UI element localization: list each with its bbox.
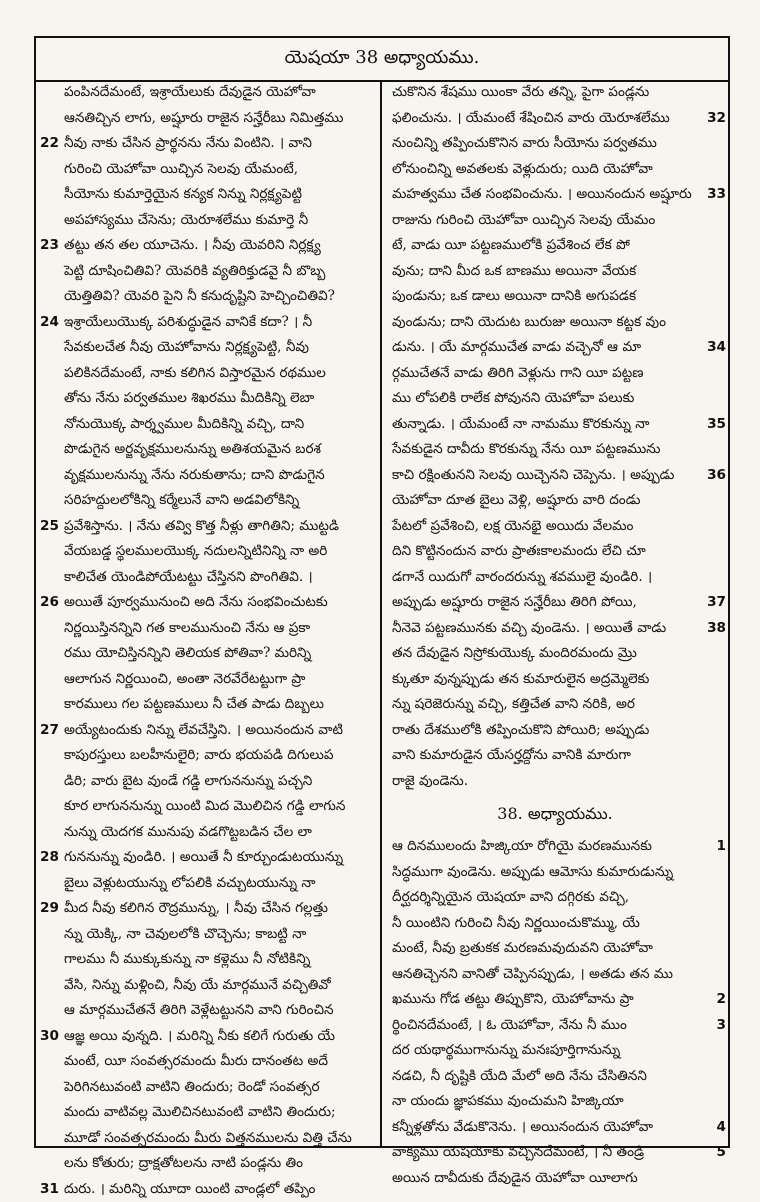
line-text: మందు వాటివల్ల మొలిచినటువంటి వాటిని తిందురు; [64, 1104, 336, 1120]
text-line [36, 616, 380, 642]
line-text: కన్నీళ్లతోను వేడుకొనెను. । అయినందున యెహోవా [392, 1119, 653, 1135]
line-text: మంటే, యీ సంవత్సరమందు మీరు దానంతట అదే [64, 1053, 328, 1069]
verse-number: 23 [40, 233, 59, 259]
two-column-body [36, 80, 728, 1146]
text-line [382, 514, 728, 540]
verse-number: 38 [707, 616, 726, 642]
text-line [36, 769, 380, 795]
line-text: ఆ మార్గముచేతనే తిరిగి వెళ్లేటట్టునని వాని గురించిన [64, 1002, 334, 1018]
verse-number: 25 [40, 514, 59, 540]
verse-number: 5 [717, 1140, 726, 1166]
line-text: తున్నాడు. । యేమంటే నా నామము కొరకున్ను నా [392, 416, 649, 432]
line-text: తట్టు తన తల యూచెను. । నీవు యెవరిని నిర్లక్ష్య [64, 237, 321, 253]
line-text: డిరి; వారు బైట వుండే గడ్డి లాగుననున్ను పచ్చని [64, 773, 312, 789]
text-line [382, 962, 728, 988]
text-line [382, 885, 728, 911]
text-line [382, 310, 728, 336]
text-line [382, 157, 728, 183]
text-line [382, 590, 728, 616]
text-line [36, 590, 380, 616]
line-text: లను కోతురు; ద్రాక్షతోటలను నాటి పండ్లను తిం [64, 1155, 303, 1171]
line-text: తన దేవుడైన నిస్రోకుయొక్క మందిరమందు మ్రొ [392, 645, 637, 661]
line-text: కాలిచేత యెండిపోయేటట్టు చేస్తినని పొంగితివి. । [64, 569, 313, 585]
line-text: దీర్ఘదర్శిన్నియైన యెషయా వాని దగ్గిరకు వచ్చి, [392, 889, 629, 905]
line-text: మంటే, నీవు బ్రతుకక మరణమవుదువని యెహోవా [392, 940, 653, 956]
text-line [36, 284, 380, 310]
line-text: ర్థించినదేమంటే, । ఓ యెహోవా, నేను నీ ముం [392, 1017, 627, 1033]
line-text: అప్పుడు అష్షూరు రాజైన సన్హేరీబు తిరిగి పోయి, [392, 594, 637, 610]
line-text: క్కుతూ వున్నప్పుడు తన కుమారులైన అద్రమ్మెలెకు [392, 671, 649, 687]
line-text: రాతు దేశములోకి తప్పించుకొని పోయిరి; అప్పుడు [392, 722, 649, 738]
text-line [36, 998, 380, 1024]
verse-number: 1 [717, 834, 726, 860]
text-line [382, 1089, 728, 1115]
line-text: దర యథార్థముగానున్ను మనఃపూర్తిగానున్ను [392, 1042, 620, 1058]
left-column [36, 80, 382, 1146]
line-text: నున్ను యెదగక మునుపు వడగొట్టబడిన చేల లా [64, 824, 312, 840]
text-line [382, 667, 728, 693]
text-line [36, 361, 380, 387]
right-column [382, 80, 728, 1146]
line-text: కారములు గల పట్టణములు నీ చేత పాడు దిబ్బలు [64, 696, 324, 712]
line-text: ఆనతిచ్చిన లాగు, అష్షూరు రాజైన సన్హేరీబు నిమిత్తము [64, 110, 343, 126]
text-line [382, 860, 728, 886]
line-text: లోనుంచిన్ని అవతలకు వెళ్లుదురు; యిది యెహోవా [392, 161, 653, 177]
text-line [382, 616, 728, 642]
verse-number: 30 [40, 1024, 59, 1050]
line-text: నిర్ణయిస్తినన్నిని గత కాలమునుంచి నేను ఆ ప్రకా [64, 620, 310, 636]
line-text: వేయబడ్డ స్థలములయొక్క నదులన్నిటినిన్ని నా అరి [64, 543, 327, 559]
line-text: అయ్యేటందుకు నిన్ను లేవచేస్తిని. । అయినందున వాటి [64, 722, 343, 738]
line-text: అయితే పూర్వమునుంచి అది నేను సంభవించుటకు [64, 594, 328, 610]
text-line [382, 692, 728, 718]
line-text: నుంచిన్ని తప్పించుకొనిన వారు సీయోను పర్వతము [392, 135, 657, 151]
text-line [36, 1177, 380, 1202]
text-line [382, 463, 728, 489]
text-line [36, 514, 380, 540]
text-line [36, 667, 380, 693]
line-text: సేవకులచేత నీవు యెహోవాను నిర్లక్ష్యపెట్టి, నీవు [64, 339, 309, 355]
line-text: మూడో సంవత్సరమందు మీరు విత్తనములను విత్తి చేను [64, 1130, 352, 1146]
text-line [36, 386, 380, 412]
line-text: డగానే యిదుగో వారందరున్ను శవములై వుండిరి. । [392, 569, 652, 585]
text-line [382, 437, 728, 463]
text-line [382, 718, 728, 744]
verse-number: 26 [40, 590, 59, 616]
text-line [36, 233, 380, 259]
text-line [36, 539, 380, 565]
text-line [36, 896, 380, 922]
text-line [382, 936, 728, 962]
text-line [36, 845, 380, 871]
text-line [36, 743, 380, 769]
text-line [36, 1151, 380, 1177]
text-line [36, 437, 380, 463]
line-text: పెట్టి దూషించితివి? యెవరికి వ్యతిరిక్తుడవై నీ బొబ్బ [64, 263, 325, 279]
text-line [36, 1049, 380, 1075]
text-line [36, 1100, 380, 1126]
line-text: నీనెవె పట్టణమునకు వచ్చి వుండెను. । అయితే వాడు [392, 620, 666, 636]
line-text: యెత్తితివి? యెవరి పైని నీ కనుదృష్టిని హెచ్చించితివి? [64, 288, 335, 304]
verse-number: 4 [717, 1115, 726, 1141]
page-frame [34, 36, 730, 1148]
text-line [382, 539, 728, 565]
line-text: యెహోవా దూత బైలు వెళ్లి, అష్షూరు వారి దండు [392, 492, 640, 508]
line-text: వృక్షములనున్ను నేను నరుకుతాను; దాని పొడుగైన [64, 467, 325, 483]
verse-number: 29 [40, 896, 59, 922]
line-text: ఆ దినములందు హిజ్కియా రోగియై మరణమునకు [392, 838, 652, 854]
text-line [36, 1024, 380, 1050]
line-text: నడచి, నీ దృష్టికి యేది మేలో అది నేను చేసితినని [392, 1068, 647, 1084]
text-line [36, 871, 380, 897]
text-line [382, 259, 728, 285]
text-line [36, 794, 380, 820]
line-text: తోను నేను పర్వతముల శిఖరము మీదికిన్ని లెబా [64, 390, 314, 406]
text-line [36, 335, 380, 361]
line-text: సీయోను కుమార్తెయైన కన్యక నిన్ను నిర్లక్ష్యపెట్టి [64, 186, 302, 202]
line-text: పలికినదేమంటే, నాకు కలిగిన విస్తారమైన రథముల [64, 365, 326, 381]
text-line [382, 106, 728, 132]
line-text: టే, వాడు యీ పట్టణములోకి ప్రవేశించ లేక పో [392, 237, 630, 253]
line-text: సేవకుడైన దావీదు కొరకున్ను నేను యీ పట్టణమును [392, 441, 660, 457]
line-text: అయిన దావీదుకు దేవుడైన యెహోవా యీలాగు [392, 1170, 638, 1186]
text-line [382, 834, 728, 860]
line-text: సిద్ధముగా వుండెను. అప్పుడు ఆమోసు కుమారుడున్ను [392, 864, 673, 880]
verse-number: 22 [40, 131, 59, 157]
line-text: రాజై వుండెను. [392, 773, 468, 789]
text-line [36, 259, 380, 285]
line-text: నీవు నాకు చేసిన ప్రార్థనను నేను వింటిని. । వాని [64, 135, 312, 151]
text-line [382, 911, 728, 937]
line-text: గుననున్ను వుండిరి. । అయితే నీ కూర్చుండుటయున్ను [64, 849, 343, 865]
text-line [36, 131, 380, 157]
text-line [36, 947, 380, 973]
line-text: న్ను యెక్కి, నా చెవులలోకి చొచ్చెను; కాబట్టి నా [64, 926, 306, 942]
line-text: ఖమును గోడ తట్టు తిప్పుకొని, యెహోవాను ప్రా [392, 991, 634, 1007]
text-line [382, 488, 728, 514]
text-line [382, 131, 728, 157]
verse-number: 2 [717, 987, 726, 1013]
text-line [36, 718, 380, 744]
line-text: కాచి రక్షింతునని సెలవు యిచ్చెనని చెప్పెను. । అప్పుడు [392, 467, 674, 483]
text-line [382, 361, 728, 387]
line-text: దురు. । మరిన్ని యూదా యింటి వాండ్లలో తప్పిం [64, 1181, 315, 1197]
line-text: వేసి, నిన్ను మళ్లించి, నీవు యే మార్గమునే వచ్చితివో [64, 977, 331, 993]
verse-number: 28 [40, 845, 59, 871]
text-line [36, 106, 380, 132]
verse-number: 24 [40, 310, 59, 336]
text-line [382, 335, 728, 361]
text-line [36, 565, 380, 591]
text-line [382, 1038, 728, 1064]
text-line [36, 1126, 380, 1152]
text-line [382, 208, 728, 234]
verse-number: 35 [707, 412, 726, 438]
line-text: నోనుయొక్క పార్శ్వముల మీదికిన్ని వచ్చి, దాని [64, 416, 304, 432]
line-text: గాలము నీ ముక్కుకున్ను నా కళ్లెము నీ నోటికిన్ని [64, 951, 310, 967]
line-text: పొడుగైన అర్జవృక్షములనున్ను అతిశయమైన బరశ [64, 441, 321, 457]
line-text: ఆజ్ఞ అయి వున్నది. । మరిన్ని నీకు కలిగే గురుతు యే [64, 1028, 335, 1044]
line-text: వాని కుమారుడైన యేసర్హద్దోను వానికి మారుగా [392, 747, 631, 763]
line-text: చుకొనిన శేషము యింకా వేరు తన్ని, పైగా పండ్లను [392, 84, 649, 100]
line-text: డును. । యే మార్గముచేత వాడు వచ్చెనో ఆ మా [392, 339, 641, 355]
chapter-heading: 38. అధ్యాయము. [382, 794, 728, 834]
text-line [382, 1013, 728, 1039]
text-line [36, 488, 380, 514]
text-line [382, 1115, 728, 1141]
text-line [36, 922, 380, 948]
text-line [36, 820, 380, 846]
text-line [36, 1075, 380, 1101]
line-text: ఫలించును. । యేమంటే శేషించిన వారు యెరూశలేము [392, 110, 670, 126]
line-text: ఆలాగున నిర్ణయించి, అంతా నెరవేరేటట్టుగా ప్రా [64, 671, 305, 687]
text-line [36, 208, 380, 234]
line-text: నీ యింటిని గురించి నీవు నిర్ణయించుకొమ్ము, యే [392, 915, 640, 931]
text-line [36, 157, 380, 183]
text-line [36, 182, 380, 208]
line-text: వాక్యము యెషయాకు వచ్చినదేమంటే, । నీ తండ్రి [392, 1144, 644, 1160]
line-text: మహత్వము చేత సంభవించును. । అయినందున అష్షూరు [392, 186, 692, 202]
text-line [382, 987, 728, 1013]
text-line [382, 412, 728, 438]
line-text: గురించి యెహోవా యిచ్చిన సెలవు యేమంటే, [64, 161, 298, 177]
text-line [382, 641, 728, 667]
line-text: న్ను షరెజెరున్ను వచ్చి, కత్తిచేత వాని నరికి, అర [392, 696, 635, 712]
text-line [36, 641, 380, 667]
line-text: పంపినదేమంటే, ఇశ్రాయేలుకు దేవుడైన యెహోవా [64, 84, 316, 100]
line-text: సరిహద్దులలోకిన్ని కర్మేలునే వాని అడవిలోకిన్ని [64, 492, 299, 508]
line-text: వును; దాని మీద ఒక బాణము అయినా వేయక [392, 263, 636, 279]
line-text: కూర లాగుననున్ను యింటి మిద మొలిచిన గడ్డి లాగున [64, 798, 345, 814]
line-text: ప్రవేశిస్తాను. । నేను తవ్వి కొత్త నీళ్లు తాగితిని; ముట్టడి [64, 518, 339, 534]
line-text: పుండును; ఒక డాలు అయినా దానికి అగుపడక [392, 288, 636, 304]
text-line [36, 463, 380, 489]
verse-number: 36 [707, 463, 726, 489]
text-line [382, 284, 728, 310]
line-text: వుండును; దాని యెదుట బురుజు అయినా కట్టక వుం [392, 314, 666, 330]
text-line [382, 743, 728, 769]
text-line [382, 182, 728, 208]
text-line [382, 80, 728, 106]
verse-number: 37 [707, 590, 726, 616]
text-line [36, 692, 380, 718]
text-line [382, 1064, 728, 1090]
line-text: ఆనతిచ్చెనని వానితో చెప్పినప్పుడు, । అతడు తన ము [392, 966, 673, 982]
verse-number: 34 [707, 335, 726, 361]
verse-number: 27 [40, 718, 59, 744]
line-text: కాపురస్తులు బలహీనులైరి; వారు భయపడి దిగులుప [64, 747, 334, 763]
text-line [36, 973, 380, 999]
line-text: రాజును గురించి యెహోవా యిచ్చిన సెలవు యేమం [392, 212, 655, 228]
line-text: నా యందు జ్ఞాపకము వుంచుమని హిజ్కియా [392, 1093, 624, 1109]
line-text: ము లోపలికి రాలేక పోవునని యెహోవా పలుకు [392, 390, 634, 406]
text-line [382, 386, 728, 412]
running-title: యెషయా 38 అధ్యాయము. [285, 47, 480, 72]
verse-number: 33 [707, 182, 726, 208]
verse-number: 3 [717, 1013, 726, 1039]
text-line [382, 1166, 728, 1192]
text-line [36, 310, 380, 336]
text-line [382, 565, 728, 591]
line-text: బైలు వెళ్లుటయున్ను లోపలికి వచ్చుటయున్ను నా [64, 875, 316, 891]
text-line [36, 412, 380, 438]
line-text: ర్గముచేతనే వాడు తిరిగి వెళ్లును గాని యీ పట్టణ [392, 365, 643, 381]
line-text: పెరిగినటువంటి వాటిని తిందురు; రెండో సంవత్సర [64, 1079, 320, 1095]
line-text: అపహాస్యము చేసెను; యెరూశలేము కుమార్తె నీ [64, 212, 308, 228]
page-header [36, 38, 728, 82]
line-text: దిని కొట్టినందున వారు ప్రాతఃకాలమందు లేచి చూ [392, 543, 646, 559]
line-text: మీద నీవు కలిగిన రౌద్రమున్ను, । నీవు చేసిన గల్లత్తు [64, 900, 328, 916]
verse-number: 31 [40, 1177, 59, 1202]
line-text: రము యోచిస్తినన్నిని తెలియక పోతివా? మరిన్ని [64, 645, 311, 661]
line-text: ఇశ్రాయేలుయొక్క పరిశుద్ధుడైన వానికే కదా? । నీ [64, 314, 312, 330]
text-line [382, 769, 728, 795]
line-text: పేటలో ప్రవేశించి, లక్ష యెనభై అయిదు వేలమం [392, 518, 633, 534]
text-line [382, 233, 728, 259]
text-line [36, 80, 380, 106]
verse-number: 32 [707, 106, 726, 132]
text-line [382, 1140, 728, 1166]
